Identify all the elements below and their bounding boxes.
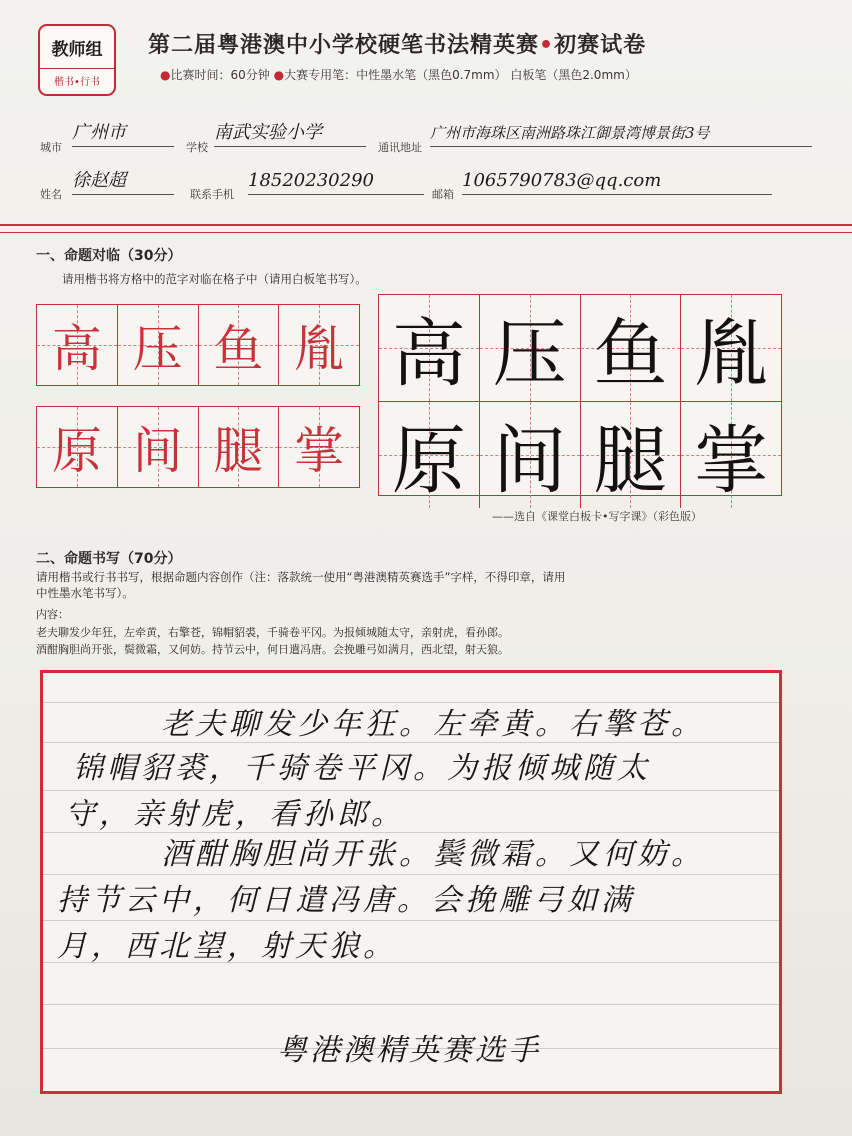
model-char: 腿 bbox=[213, 422, 264, 480]
city-field[interactable]: 广州市 bbox=[72, 120, 174, 147]
badge-group-label: 教师组 bbox=[40, 26, 114, 69]
phone-label: 联系手机 bbox=[190, 188, 234, 201]
model-grid-row bbox=[379, 402, 781, 508]
section2-instruction: 请用楷书或行书书写，根据命题内容创作（注：落款统一使用“粤港澳精英赛选手”字样，不得印章，请用 bbox=[36, 570, 566, 584]
signature: 粤港澳精英赛选手 bbox=[277, 1033, 541, 1068]
writing-area[interactable] bbox=[40, 670, 782, 1094]
handwritten-line: 持节云中，何日遣冯唐。会挽雕弓如满 bbox=[57, 883, 635, 918]
bullet-icon: ● bbox=[160, 68, 171, 82]
model-char: 鱼 bbox=[213, 320, 264, 378]
section1-heading: 一、命题对临（30分） bbox=[36, 248, 182, 264]
practice-grid-row2 bbox=[36, 406, 360, 488]
model-grid bbox=[378, 294, 782, 504]
grid-cell bbox=[581, 295, 682, 401]
model-char: 掌 bbox=[694, 418, 769, 504]
model-char: 胤 bbox=[694, 311, 769, 397]
model-char: 高 bbox=[51, 320, 102, 378]
model-char: 压 bbox=[132, 320, 183, 378]
section2-instruction: 中性墨水笔书写）。 bbox=[36, 586, 134, 600]
source-credit: ——选自《课堂白板卡•写字课》（彩色版） bbox=[492, 510, 702, 523]
school-label: 学校 bbox=[186, 141, 208, 154]
grid-cell[interactable] bbox=[37, 407, 118, 487]
grid-cell[interactable] bbox=[37, 305, 118, 385]
name-field[interactable]: 徐赵超 bbox=[72, 168, 174, 195]
grid-cell bbox=[379, 402, 480, 508]
grid-cell bbox=[480, 295, 581, 401]
section2-heading: 二、命题书写（70分） bbox=[36, 551, 182, 567]
email-field[interactable]: 1065790783@qq.com bbox=[462, 168, 772, 195]
model-char: 高 bbox=[391, 311, 466, 397]
grid-cell[interactable] bbox=[279, 305, 359, 385]
model-grid-row bbox=[379, 295, 781, 402]
grid-cell bbox=[379, 295, 480, 401]
grid-cell[interactable] bbox=[118, 407, 199, 487]
exam-info bbox=[160, 66, 637, 83]
ruled-line bbox=[43, 1004, 779, 1005]
model-char: 原 bbox=[51, 422, 102, 480]
handwritten-line: 酒酣胸胆尚开张。鬓微霜。又何妨。 bbox=[161, 837, 705, 872]
divider bbox=[0, 232, 852, 233]
exam-pen: 大赛专用笔：中性墨水笔（黑色0.7mm） 白板笔（黑色2.0mm） bbox=[284, 68, 637, 82]
model-char: 压 bbox=[492, 311, 567, 397]
grid-cell bbox=[681, 402, 781, 508]
city-label: 城市 bbox=[40, 141, 62, 154]
title-stage: 初赛试卷 bbox=[554, 33, 647, 58]
model-char: 胤 bbox=[294, 320, 345, 378]
title-dot: • bbox=[539, 33, 555, 58]
handwritten-line: 锦帽貂裘，千骑卷平冈。为报倾城随太 bbox=[73, 751, 651, 786]
content-label: 内容： bbox=[36, 608, 69, 621]
group-badge bbox=[38, 24, 116, 96]
address-field[interactable]: 广州市海珠区南洲路珠江御景湾博景街3号 bbox=[430, 120, 812, 147]
divider bbox=[0, 224, 852, 226]
model-char: 掌 bbox=[294, 422, 345, 480]
grid-cell[interactable] bbox=[279, 407, 359, 487]
grid-cell[interactable] bbox=[118, 305, 199, 385]
phone-field[interactable]: 18520230290 bbox=[248, 168, 424, 195]
handwritten-line: 守，亲射虎，看孙郎。 bbox=[65, 797, 405, 832]
model-char: 鱼 bbox=[593, 311, 668, 397]
grid-cell bbox=[480, 402, 581, 508]
grid-cell bbox=[681, 295, 781, 401]
model-char: 间 bbox=[492, 418, 567, 504]
handwritten-line: 老夫聊发少年狂。左牵黄。右擎苍。 bbox=[161, 707, 705, 742]
title-main: 第二届粤港澳中小学校硬笔书法精英赛 bbox=[148, 33, 540, 58]
model-char: 腿 bbox=[593, 418, 668, 504]
exam-time: 比赛时间：60分钟 bbox=[170, 68, 270, 82]
practice-grid-row1 bbox=[36, 304, 360, 386]
grid-cell[interactable] bbox=[199, 407, 280, 487]
handwritten-line: 月，西北望，射天狼。 bbox=[57, 929, 397, 964]
section1-instruction: 请用楷书将方格中的范字对临在格子中（请用白板笔书写）。 bbox=[62, 272, 367, 286]
email-label: 邮箱 bbox=[432, 188, 454, 201]
school-field[interactable]: 南武实验小学 bbox=[214, 120, 366, 147]
poem-text: 酒酣胸胆尚开张，鬓微霜，又何妨。持节云中，何日遣冯唐。会挽雕弓如满月，西北望，射天狼。 bbox=[36, 643, 509, 656]
model-char: 间 bbox=[132, 422, 183, 480]
name-label: 姓名 bbox=[40, 188, 62, 201]
grid-cell[interactable] bbox=[199, 305, 280, 385]
model-char: 原 bbox=[391, 418, 466, 504]
bullet-icon: ● bbox=[273, 68, 285, 82]
page-title bbox=[148, 28, 646, 59]
poem-text: 老夫聊发少年狂，左牵黄，右擎苍，锦帽貂裘，千骑卷平冈。为报倾城随太守，亲射虎，看孙郎。 bbox=[36, 626, 509, 639]
address-label: 通讯地址 bbox=[378, 141, 422, 154]
grid-cell bbox=[581, 402, 682, 508]
badge-script-label: 楷书•行书 bbox=[54, 76, 100, 88]
